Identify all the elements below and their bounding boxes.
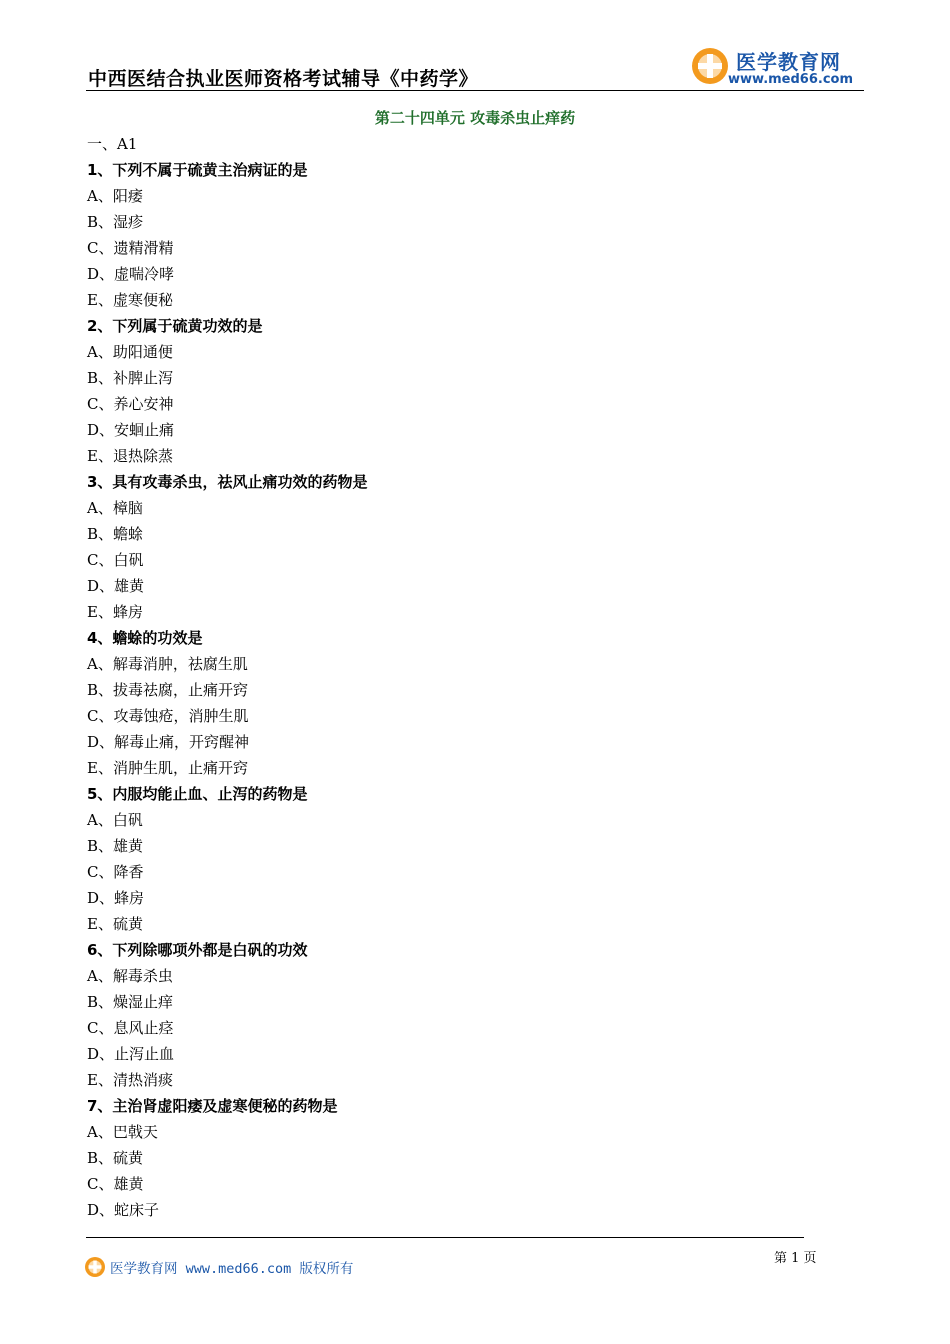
answer-option: C、遗精滑精 xyxy=(87,239,174,257)
question-stem: 2、下列属于硫黄功效的是 xyxy=(87,317,263,335)
unit-title: 第二十四单元 攻毒杀虫止痒药 xyxy=(374,109,576,127)
answer-option: B、蟾蜍 xyxy=(87,525,144,543)
answer-option: D、蜂房 xyxy=(87,889,145,907)
footer-divider xyxy=(86,1237,804,1238)
answer-option: A、解毒杀虫 xyxy=(87,967,173,985)
answer-option: D、解毒止痛，开窍醒神 xyxy=(87,733,250,751)
answer-option: A、巴戟天 xyxy=(87,1123,158,1141)
logo-url: www.med66.com xyxy=(728,72,854,87)
answer-option: B、燥湿止痒 xyxy=(87,993,174,1011)
med66-logo-icon xyxy=(84,1256,106,1278)
answer-option: E、硫黄 xyxy=(87,915,143,933)
answer-option: C、养心安神 xyxy=(87,395,174,413)
answer-option: A、解毒消肿，祛腐生肌 xyxy=(87,655,248,673)
answer-option: B、雄黄 xyxy=(87,837,144,855)
answer-option: C、攻毒蚀疮，消肿生肌 xyxy=(87,707,249,725)
page-number: 第 1 页 xyxy=(774,1251,817,1266)
header-divider xyxy=(86,90,864,91)
question-list xyxy=(87,131,827,1223)
answer-option: D、虚喘冷哮 xyxy=(87,265,175,283)
question-stem: 3、具有攻毒杀虫，祛风止痛功效的药物是 xyxy=(87,473,368,491)
answer-option: B、拔毒祛腐，止痛开窍 xyxy=(87,681,249,699)
answer-option: D、止泻止血 xyxy=(87,1045,175,1063)
answer-option: B、硫黄 xyxy=(87,1149,144,1167)
answer-option: E、退热除蒸 xyxy=(87,447,173,465)
brand-logo xyxy=(690,44,868,90)
section-heading: 一、A1 xyxy=(87,135,138,153)
question-stem: 6、下列除哪项外都是白矾的功效 xyxy=(87,941,308,959)
answer-option: D、安蛔止痛 xyxy=(87,421,175,439)
answer-option: D、蛇床子 xyxy=(87,1201,160,1219)
footer-copyright: 医学教育网 www.med66.com 版权所有 xyxy=(110,1261,354,1277)
document-title: 中西医结合执业医师资格考试辅导《中药学》 xyxy=(88,68,479,90)
answer-option: C、白矾 xyxy=(87,551,144,569)
answer-option: E、消肿生肌，止痛开窍 xyxy=(87,759,248,777)
answer-option: E、清热消痰 xyxy=(87,1071,173,1089)
answer-option: A、樟脑 xyxy=(87,499,143,517)
question-stem: 4、蟾蜍的功效是 xyxy=(87,629,203,647)
answer-option: E、虚寒便秘 xyxy=(87,291,173,309)
question-stem: 1、下列不属于硫黄主治病证的是 xyxy=(87,161,308,179)
answer-option: B、湿疹 xyxy=(87,213,144,231)
answer-option: A、阳痿 xyxy=(87,187,143,205)
answer-option: B、补脾止泻 xyxy=(87,369,174,387)
answer-option: C、息风止痉 xyxy=(87,1019,174,1037)
logo-brand-name: 医学教育网 xyxy=(736,50,841,74)
answer-option: D、雄黄 xyxy=(87,577,145,595)
question-stem: 7、主治肾虚阳痿及虚寒便秘的药物是 xyxy=(87,1097,338,1115)
answer-option: A、助阳通便 xyxy=(87,343,173,361)
answer-option: A、白矾 xyxy=(87,811,143,829)
med66-logo-icon xyxy=(690,46,730,86)
question-stem: 5、内服均能止血、止泻的药物是 xyxy=(87,785,308,803)
answer-option: E、蜂房 xyxy=(87,603,143,621)
answer-option: C、降香 xyxy=(87,863,144,881)
answer-option: C、雄黄 xyxy=(87,1175,144,1193)
